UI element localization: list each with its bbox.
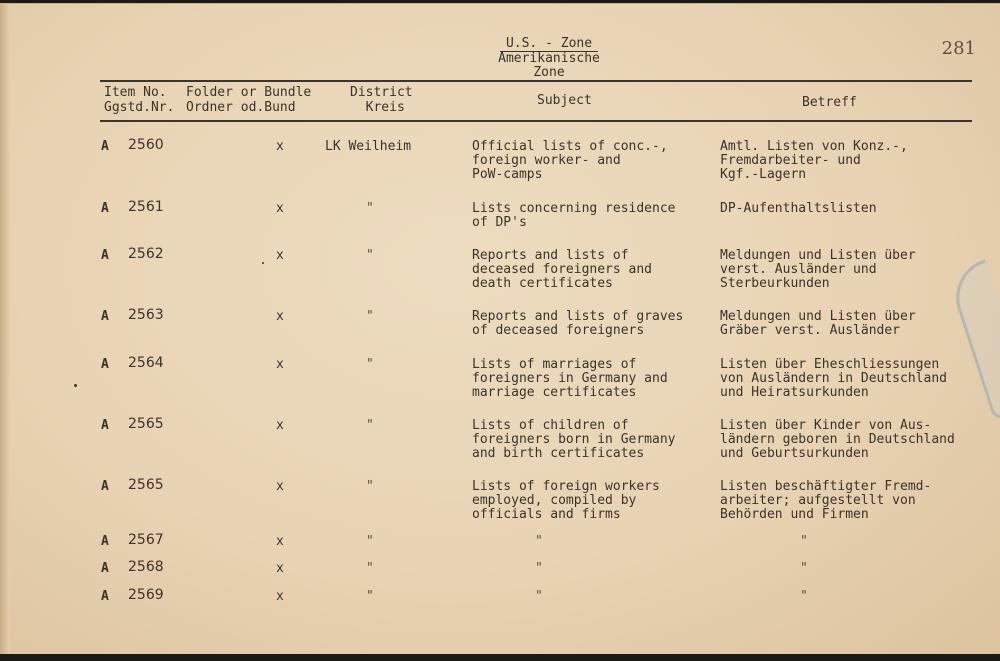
folder-mark: x <box>276 561 284 576</box>
col-folder-de: Ordner od.Bund <box>186 100 296 115</box>
folder-mark: x <box>276 248 284 263</box>
col-header-item-no <box>104 85 174 115</box>
col-header-district <box>350 85 413 115</box>
district-cell: " <box>366 201 374 216</box>
subject-cell: Lists of foreign workers employed, compiled by officials and firms <box>472 479 660 522</box>
col-district-en: District <box>350 85 413 100</box>
betreff-cell: Meldungen und Listen über verst. Ausländer und Sterbeurkunden <box>720 248 916 291</box>
subject-cell: Lists of children of foreigners born in Germany and birth certificates <box>472 418 676 461</box>
col-item-no-en: Item No. <box>104 85 167 100</box>
col-header-subject: Subject <box>537 93 592 108</box>
col-header-betreff: Betreff <box>802 95 857 110</box>
item-number: 2565 <box>128 416 164 432</box>
item-prefix: A <box>101 418 109 433</box>
betreff-cell: DP-Aufenthaltslisten <box>720 201 877 216</box>
betreff-cell: Meldungen und Listen über Gräber verst. Ausländer <box>720 309 916 338</box>
folder-mark: x <box>276 589 284 604</box>
betreff-cell: " <box>800 534 808 549</box>
district-cell: " <box>366 589 374 604</box>
item-prefix: A <box>101 139 109 154</box>
item-number: 2569 <box>128 587 164 603</box>
header-rule-top <box>100 80 972 82</box>
item-prefix: A <box>101 309 109 324</box>
district-cell: " <box>366 561 374 576</box>
paper-speck <box>74 384 77 387</box>
zone-header <box>474 37 624 81</box>
subject-cell: " <box>535 589 543 604</box>
subject-cell: Official lists of conc.-, foreign worker- and PoW-camps <box>472 139 668 182</box>
folder-mark: x <box>276 534 284 549</box>
folder-mark: x <box>276 201 284 216</box>
item-prefix: A <box>101 357 109 372</box>
subject-cell: " <box>535 561 543 576</box>
betreff-cell: " <box>800 589 808 604</box>
item-number: 2562 <box>128 246 164 262</box>
paper-speck <box>262 262 264 264</box>
subject-cell: Lists of marriages of foreigners in Germany and marriage certificates <box>472 357 668 400</box>
folder-mark: x <box>276 479 284 494</box>
item-number: 2568 <box>128 559 164 575</box>
item-prefix: A <box>101 248 109 263</box>
district-cell: " <box>366 534 374 549</box>
subject-cell: Reports and lists of deceased foreigners and death certificates <box>472 248 653 291</box>
subject-cell: Lists concerning residence of DP's <box>472 201 676 230</box>
folder-mark: x <box>276 139 284 154</box>
item-number: 2565 <box>128 477 164 493</box>
district-cell: " <box>366 418 374 433</box>
col-item-no-de: Ggstd.Nr. <box>104 100 175 115</box>
zone-title-de: Amerikanische Zone <box>479 52 619 81</box>
subject-cell: " <box>535 534 543 549</box>
document-page <box>0 3 1000 654</box>
col-header-folder <box>186 85 311 115</box>
district-cell: " <box>366 357 374 372</box>
district-cell: " <box>366 479 374 494</box>
item-number: 2563 <box>128 307 164 323</box>
item-number: 2561 <box>128 199 164 215</box>
folder-mark: x <box>276 418 284 433</box>
folder-mark: x <box>276 309 284 324</box>
district-cell: LK Weilheim <box>325 139 412 154</box>
zone-title-en: U.S. - Zone <box>500 37 598 52</box>
item-prefix: A <box>101 589 109 604</box>
betreff-cell: Listen über Kinder von Aus- ländern geboren in Deutschland und Geburtsurkunden <box>720 418 955 461</box>
col-folder-en: Folder or Bundle <box>186 85 312 100</box>
district-cell: " <box>366 248 374 263</box>
item-number: 2560 <box>128 137 164 153</box>
betreff-cell: Amtl. Listen von Konz.-, Fremdarbeiter- und Kgf.-Lagern <box>720 139 908 182</box>
page-number: 281 <box>941 38 976 59</box>
subject-cell: Reports and lists of graves of deceased foreigners <box>472 309 684 338</box>
folder-mark: x <box>276 357 284 372</box>
header-rule-bottom <box>100 120 972 122</box>
col-district-de: Kreis <box>365 100 405 115</box>
item-prefix: A <box>101 534 109 549</box>
item-prefix: A <box>101 479 109 494</box>
betreff-cell: Listen beschäftigter Fremd- arbeiter; aufgestellt von Behörden und Firmen <box>720 479 932 522</box>
betreff-cell: Listen über Eheschliessungen von Ausländern in Deutschland und Heiratsurkunden <box>720 357 947 400</box>
district-cell: " <box>366 309 374 324</box>
betreff-cell: " <box>800 561 808 576</box>
item-number: 2564 <box>128 355 164 371</box>
item-prefix: A <box>101 561 109 576</box>
item-number: 2567 <box>128 532 164 548</box>
item-prefix: A <box>101 201 109 216</box>
